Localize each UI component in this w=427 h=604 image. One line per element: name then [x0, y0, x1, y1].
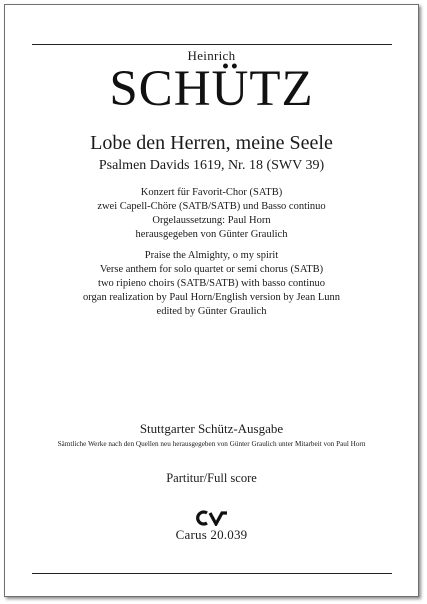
description-line: edited by Günter Graulich	[156, 306, 267, 317]
description-line: Praise the Almighty, o my spirit	[144, 250, 279, 261]
score-cover	[4, 4, 419, 597]
description-line: organ realization by Paul Horn/English version by Jean Lunn	[82, 292, 340, 303]
work-subtitle: Psalmen Davids 1619, Nr. 18 (SWV 39)	[98, 158, 325, 173]
series-name: Stuttgarter Schütz-Ausgabe	[139, 421, 284, 436]
description-line: Orgelaussetzung: Paul Horn	[152, 215, 271, 226]
description-line: Konzert für Favorit-Chor (SATB)	[140, 187, 283, 198]
description-german	[5, 186, 418, 242]
description-line: two ripieno choirs (SATB/SATB) with basso continuo	[98, 278, 325, 289]
description-line: herausgegeben von Günter Graulich	[135, 229, 288, 240]
description-line: zwei Capell-Chöre (SATB/SATB) und Basso continuo	[97, 201, 326, 212]
description-line: Verse anthem for solo quartet or semi chorus (SATB)	[99, 264, 324, 275]
score-type: Partitur/Full score	[166, 471, 257, 485]
bottom-rule	[32, 573, 392, 574]
catalog-number: Carus 20.039	[175, 527, 248, 542]
composer-last-name: SCHÜTZ	[109, 61, 314, 117]
series-note: Sämtliche Werke nach den Quellen neu herausgegeben von Günter Graulich unter Mitarbeit von Paul Horn	[57, 440, 366, 448]
top-rule	[32, 44, 392, 45]
composer-first-name: Heinrich	[187, 48, 236, 63]
work-title: Lobe den Herren, meine Seele	[90, 132, 333, 154]
description-english	[5, 249, 418, 319]
carus-cv-logo-icon	[195, 510, 229, 526]
